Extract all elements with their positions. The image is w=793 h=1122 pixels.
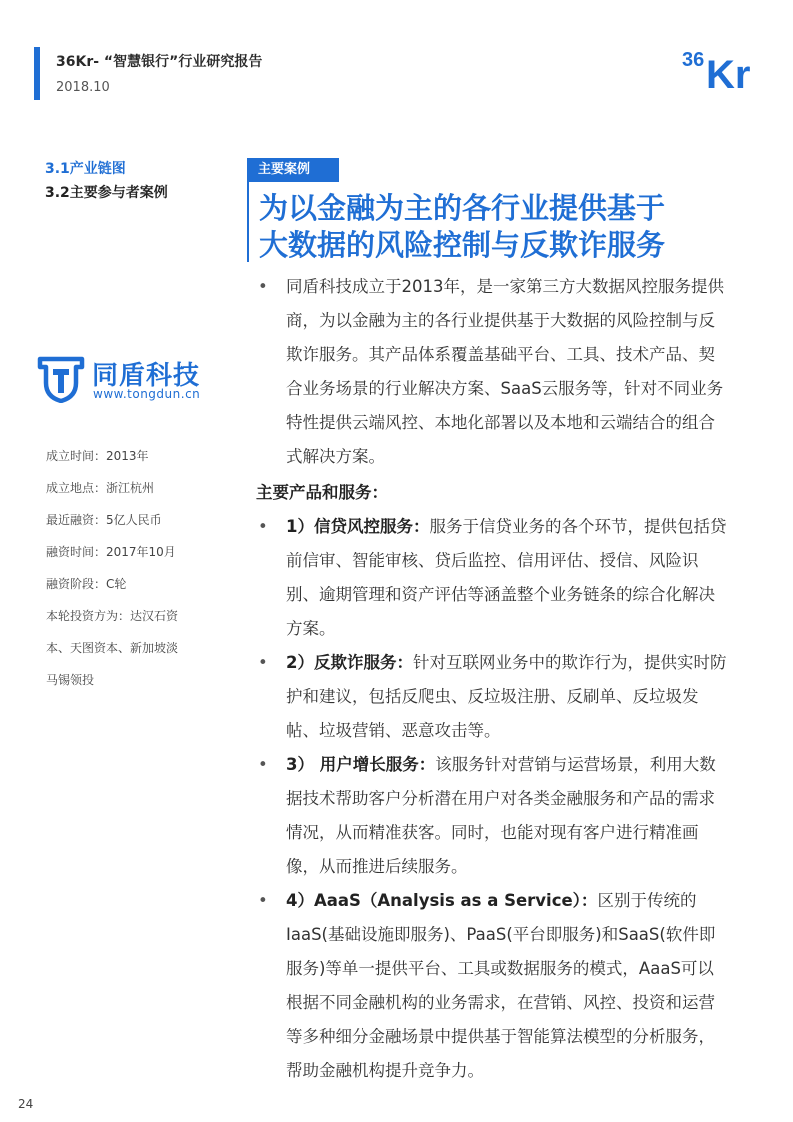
product-title: 2）反欺诈服务：: [286, 653, 413, 672]
intro-paragraph: [256, 270, 730, 474]
company-logo-name: 同盾科技: [92, 361, 201, 391]
product-item: [256, 510, 730, 646]
info-investors: 本轮投资方为：达汉石资: [46, 609, 179, 623]
info-investors-cont: 本、天图资本、新加坡淡: [46, 641, 179, 655]
info-investors-cont2: 马锡领投: [46, 673, 95, 687]
info-funding-time: 融资时间：2017年10月: [46, 545, 176, 559]
svg-text:36: 36: [682, 49, 705, 71]
case-headline: [259, 190, 759, 264]
page-number: 24: [18, 1097, 34, 1111]
bullet-dot-icon: •: [258, 891, 268, 910]
bullet-dot-icon: •: [258, 517, 268, 536]
info-latest-funding: 最近融资：5亿人民币: [46, 513, 162, 527]
bullet-dot-icon: •: [258, 653, 268, 672]
product-desc: 针对互联网业务中的欺诈行为，提供实时防护和建议，包括反爬虫、反垃圾注册、反刷单、反垃圾发帖、垃圾营销、恶意攻击等。: [286, 653, 727, 740]
headline-line-2: 大数据的风险控制与反欺诈服务: [259, 228, 666, 262]
report-date: 2018.10: [56, 80, 110, 95]
headline-line-1: 为以金融为主的各行业提供基于: [259, 191, 666, 225]
product-desc: 服务于信贷业务的各个环节，提供包括贷前信审、智能审核、贷后监控、信用评估、授信、风险识别、逾期管理和资产评估等涵盖整个业务链条的综合化解决方案。: [286, 517, 727, 638]
svg-text:Kr: Kr: [706, 53, 751, 92]
info-funding-stage: 融资阶段：C轮: [46, 577, 127, 591]
case-tag: 主要案例: [247, 158, 339, 182]
product-title: 4）AaaS（Analysis as a Service）：: [286, 891, 598, 910]
product-title: 1）信贷风控服务：: [286, 517, 430, 536]
nav-item-participant-cases[interactable]: 3.2主要参与者案例: [45, 185, 168, 201]
bullet-dot-icon: •: [258, 755, 268, 774]
case-content: [256, 270, 730, 1088]
header-accent-bar: [34, 47, 40, 100]
company-logo-url: www.tongdun.cn: [93, 387, 201, 401]
info-founded-place: 成立地点：浙江杭州: [46, 481, 155, 495]
report-title: 36Kr- “智慧银行”行业研究报告: [56, 54, 263, 70]
product-item: [256, 748, 730, 884]
company-info-list: [46, 440, 206, 696]
product-title: 3） 用户增长服务：: [286, 755, 436, 774]
product-item: [256, 646, 730, 748]
intro-text: 同盾科技成立于2013年，是一家第三方大数据风控服务提供商，为以金融为主的各行业提供基于大数据的风险控制与反欺诈服务。其产品体系覆盖基础平台、工具、技术产品、契合业务场景的行业解决方案、SaaS云服务等，针对不同业务特性提供云端风控、本地化部署以及本地和云端结合的组合式解决方案。: [286, 277, 724, 466]
products-heading: 主要产品和服务：: [256, 483, 388, 502]
product-desc: 该服务针对营销与运营场景，利用大数据技术帮助客户分析潜在用户对各类金融服务和产品的需求情况，从而精准获客。同时，也能对现有客户进行精准画像，从而推进后续服务。: [286, 755, 716, 876]
product-item: [256, 884, 730, 1088]
info-founded-time: 成立时间：2013年: [46, 449, 149, 463]
nav-item-industry-chain[interactable]: 3.1产业链图: [45, 161, 126, 177]
36kr-logo: [680, 40, 766, 92]
product-desc: 区别于传统的IaaS(基础设施即服务)、PaaS(平台即服务)和SaaS(软件即服务)等单一提供平台、工具或数据服务的模式，AaaS可以根据不同金融机构的业务需求，在营销、风控、投资和运营等多种细分金融场景中提供基于智能算法模型的分析服务，帮助金融机构提升竞争力。: [286, 891, 716, 1080]
bullet-dot-icon: •: [258, 277, 268, 296]
